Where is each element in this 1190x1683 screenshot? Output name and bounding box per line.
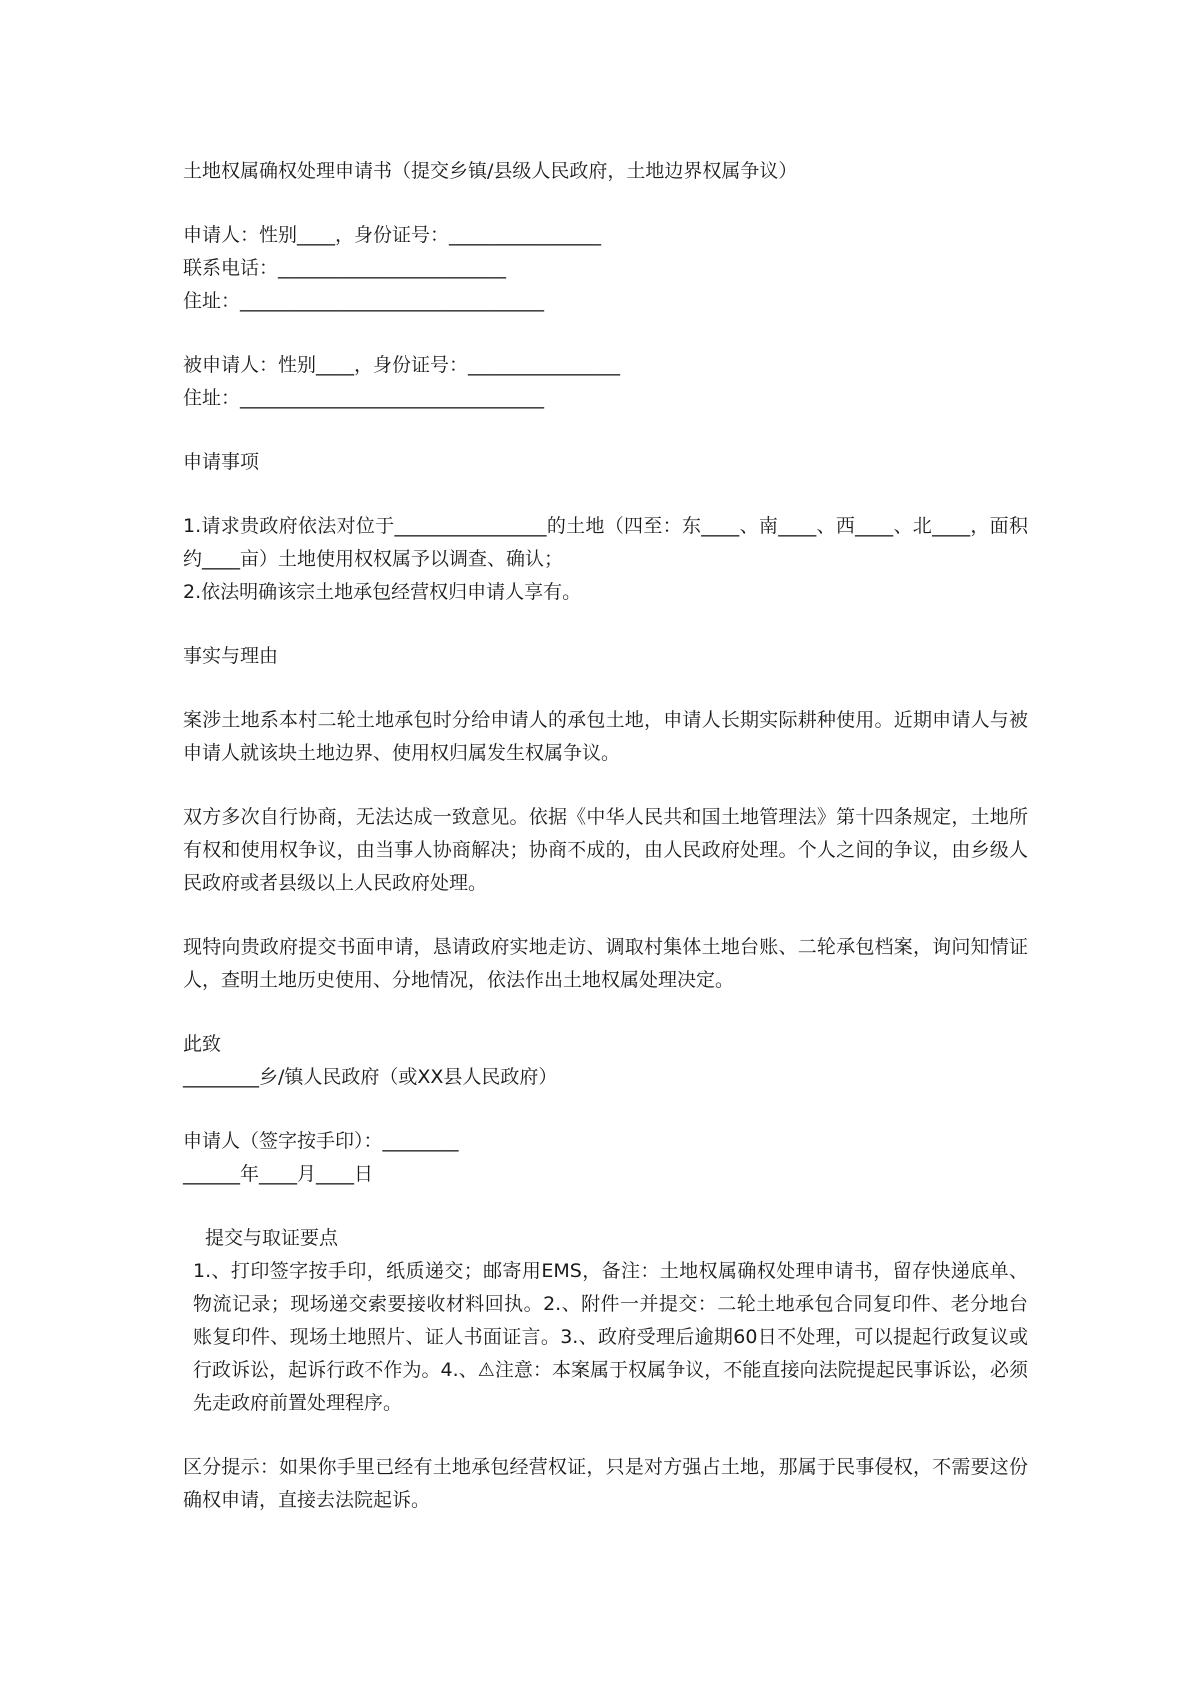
spacer (183, 1191, 1028, 1222)
notes-heading: 提交与取证要点 (205, 1227, 339, 1249)
applicant-address-line: 住址：________________________________ (183, 290, 545, 312)
spacer (183, 1094, 1028, 1125)
document-body (183, 155, 1028, 1517)
spacer (183, 415, 1028, 446)
facts-paragraph-3: 现特向贵政府提交书面申请，恳请政府实地走访、调取村集体土地台账、二轮承包档案，询问知情证人，查明土地历史使用、分地情况，依法作出土地权属处理决定。 (183, 936, 1028, 991)
distinction-note: 区分提示：如果你手里已经有土地承包经营权证，只是对方强占土地，那属于民事侵权，不需要这份确权申请，直接去法院起诉。 (183, 1456, 1028, 1511)
spacer (183, 1420, 1028, 1451)
spacer (183, 997, 1028, 1028)
spacer (183, 479, 1028, 510)
document-title: 土地权属确权处理申请书（提交乡镇/县级人民政府，土地边界权属争议） (183, 160, 798, 182)
request-heading: 申请事项 (183, 451, 260, 473)
applicant-phone-line: 联系电话：________________________ (183, 257, 507, 279)
facts-heading: 事实与理由 (183, 645, 279, 667)
spacer (183, 609, 1028, 640)
respondent-gender-id-line: 被申请人：性别____，身份证号：________________ (183, 354, 621, 376)
respondent-address-line: 住址：________________________________ (183, 387, 545, 409)
applicant-gender-id-line: 申请人：性别____，身份证号：________________ (183, 224, 602, 246)
recipient-line: ________乡/镇人民政府（或XX县人民政府） (183, 1066, 558, 1088)
spacer (183, 318, 1028, 349)
notes-body: 1.、打印签字按手印，纸质递交；邮寄用EMS，备注：土地权属确权处理申请书，留存快递底单、物流记录；现场递交索要接收材料回执。2.、附件一并提交：二轮土地承包合同复印件、老分地台账复印件、现场土地照片、证人书面证言。3.、政府受理后逾期60日不处理，可以提起行政复议或行政诉讼，起诉行政不作为。4.、⚠注意：本案属于权属争议，不能直接向法院提起民事诉讼，必须先走政府前置处理程序。 (193, 1260, 1028, 1414)
spacer (183, 900, 1028, 931)
facts-paragraph-2: 双方多次自行协商，无法达成一致意见。依据《中华人民共和国土地管理法》第十四条规定，土地所有权和使用权争议，由当事人协商解决；协商不成的，由人民政府处理。个人之间的争议，由乡级人民政府或者县级以上人民政府处理。 (183, 806, 1028, 894)
signature-line: 申请人（签字按手印）：________ (183, 1130, 459, 1152)
request-item-1: 1.请求贵政府依法对位于________________的土地（四至：东____、南____、西____、北____，面积约____亩）土地使用权权属予以调查、确认； (183, 515, 1028, 570)
spacer (183, 188, 1028, 219)
salutation: 此致 (183, 1033, 222, 1055)
request-item-2: 2.依法明确该宗土地承包经营权归申请人享有。 (183, 581, 582, 603)
facts-paragraph-1: 案涉土地系本村二轮土地承包时分给申请人的承包土地，申请人长期实际耕种使用。近期申请人与被申请人就该块土地边界、使用权归属发生权属争议。 (183, 709, 1028, 764)
spacer (183, 770, 1028, 801)
date-line: ______年____月____日 (183, 1163, 374, 1185)
spacer (183, 673, 1028, 704)
